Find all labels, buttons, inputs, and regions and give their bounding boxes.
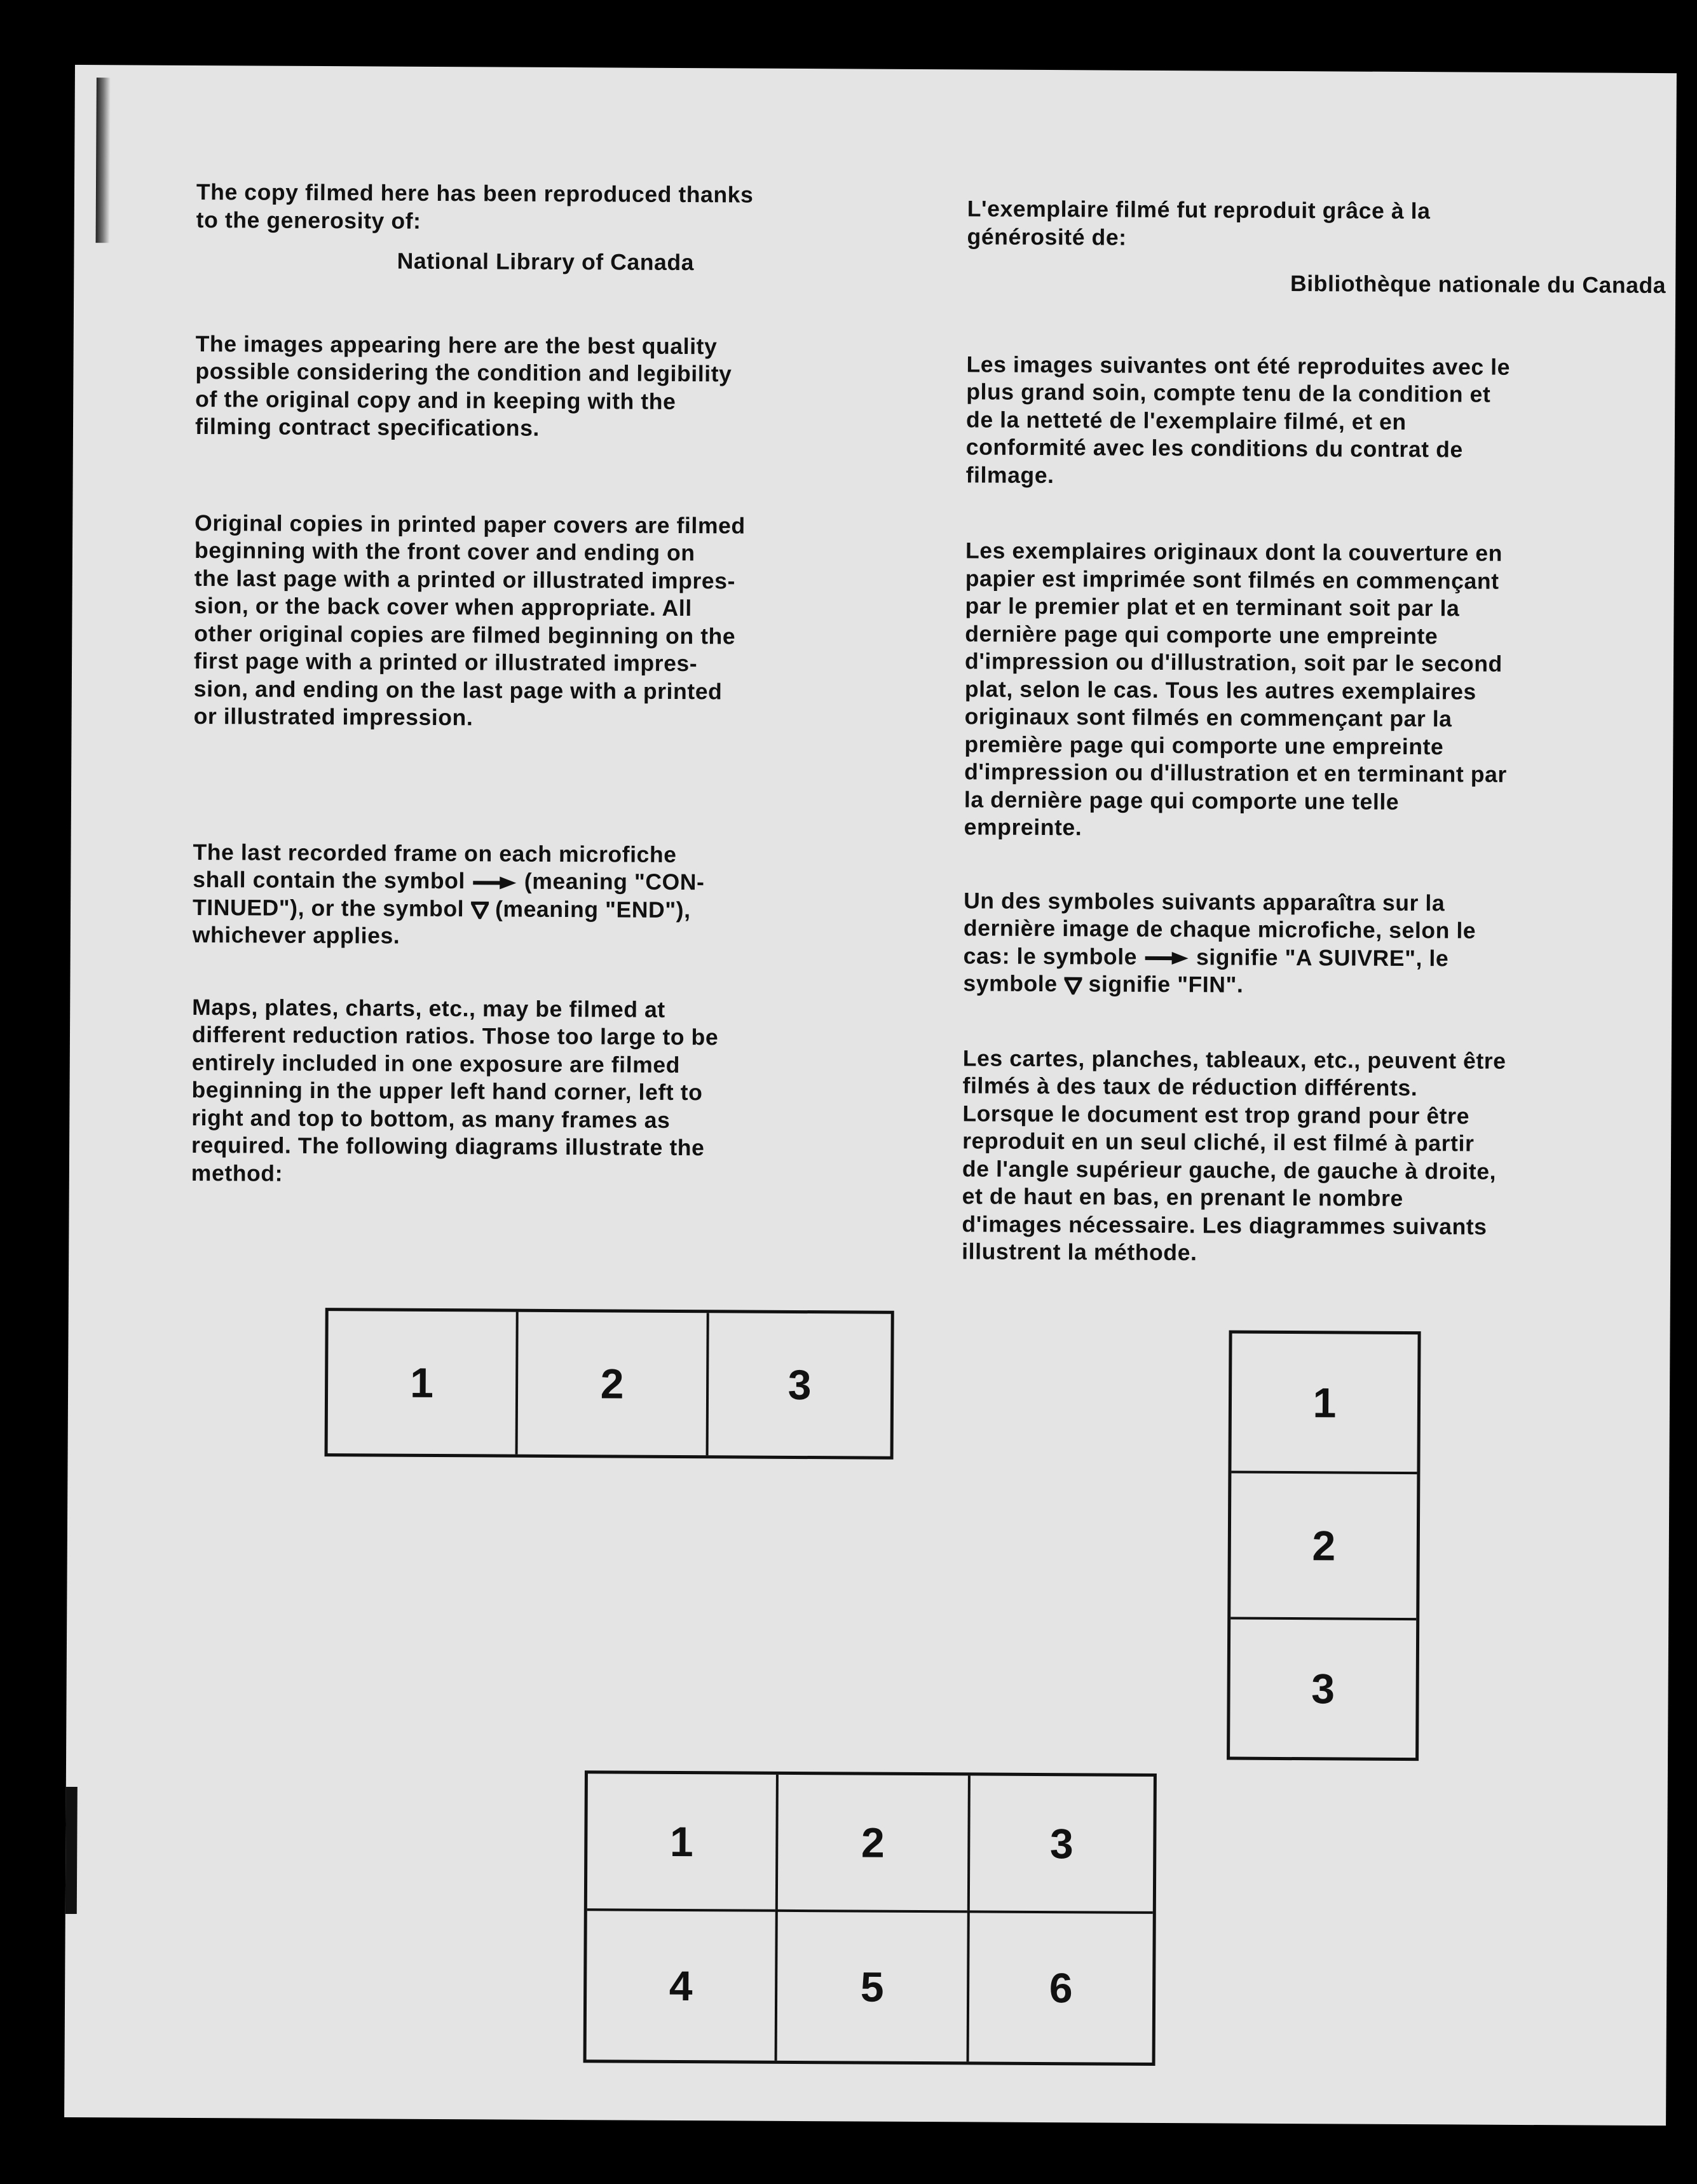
fr-symbols-text-b: signifie "A SUIVRE", le symbole [963,944,1449,997]
en-symbols-text-b: (meaning "CON- TINUED"), or the symbol [192,868,705,921]
english-column [191,179,870,1191]
diagram-grid-cell: 4 [587,1908,775,2061]
diagram-column-cell: 2 [1230,1471,1417,1618]
diagram-row-cell: 2 [515,1312,707,1456]
diagram-column-cell: 3 [1230,1617,1416,1758]
en-symbols [193,838,867,953]
en-intro: The copy filmed here has been reproduced thanks to the generosity of: [196,179,754,234]
continued-arrow-icon [472,876,517,889]
diagram-column [1227,1331,1421,1761]
en-original-copies: Original copies in printed paper covers are filmed beginning with the front cover and ending on the last page with a printed or illustrated impres- sion, or the back cover when appropriate. All other original copies are filmed beginning on the first page with a printed or illustrated impres- sion, and ending on the last page with a printed or illustrated impression. [193,510,746,731]
diagram-column-cell: 1 [1312,1379,1337,1427]
binding-shadow-lower [65,1787,78,1914]
document-page [64,65,1677,2126]
en-symbols-text-c: (meaning "END"), whichever applies. [192,895,691,949]
en-library-name: National Library of Canada [397,248,695,276]
en-symbols-text-a: The last recorded frame on each microfiche shall contain the symbol [193,839,677,894]
end-triangle-icon [471,901,489,919]
diagram-grid-cell: 5 [775,1909,967,2062]
continued-arrow-icon [1143,952,1189,965]
french-column [962,195,1666,1269]
diagram-grid-cell: 1 [669,1817,693,1866]
fr-intro: L'exemplaire filmé fut reproduit grâce à la générosité de: [967,196,1431,250]
diagram-grid-cell: 3 [967,1775,1154,1911]
en-maps-plates: Maps, plates, charts, etc., may be filmed at different reduction ratios. Those too large to be entirely included in one exposure are filmed beginning in the upper left hand corner, left to right and top to bottom, as many frames as required. The following diagrams illustrate the method: [191,994,719,1186]
fr-original-copies: Les exemplaires originaux dont la couverture en papier est imprimée sont filmés en commençant par le premier plat et en terminant soit par la dernière page qui comporte une empreinte d'impression ou d'illustration, soit par le second plat, selon le cas. Tous les autres exemplaires originaux sont filmés en commençant par la première page qui comporte une empreinte d'impression ou d'illustration et en terminant par la dernière page qui comporte une telle empreinte. [964,538,1507,841]
fr-maps-plates: Les cartes, planches, tableaux, etc., peuvent être filmés à des taux de réduction différents. Lorsque le document est trop grand pour être reproduit en un seul cliché, il est filmé à partir de l'angle supérieur gauche, de gauche à droite, et de haut en bas, en prenant le nombre d'images nécessaire. Les diagrammes suivants illustrent la méthode. [962,1045,1506,1266]
fr-symbols [963,887,1663,1001]
diagram-grid-cell: 6 [967,1910,1153,2063]
binding-shadow [96,78,111,243]
diagram-grid-cell: 2 [775,1775,968,1911]
en-image-quality: The images appearing here are the best quality possible considering the condition and legibility of the original copy and in keeping with the filming contract specifications. [194,330,732,441]
diagram-row-cell: 1 [410,1359,434,1406]
end-triangle-icon [1064,977,1082,994]
diagram-grid [583,1770,1157,2066]
diagram-row-cell: 3 [706,1313,891,1456]
fr-symbols-text-c: signifie "FIN". [1082,971,1244,998]
fr-image-quality: Les images suivantes ont été reproduites avec le plus grand soin, compte tenu de la condition et de la netteté de l'exemplaire filmé, et en conformité avec les conditions du contrat de filmage. [965,351,1511,488]
fr-library-name: Bibliothèque nationale du Canada [1290,271,1666,299]
fr-symbols-text-a: Un des symboles suivants apparaîtra sur la dernière image de chaque microfiche, selon le cas: le symbole [963,887,1476,970]
diagram-row [325,1308,894,1460]
